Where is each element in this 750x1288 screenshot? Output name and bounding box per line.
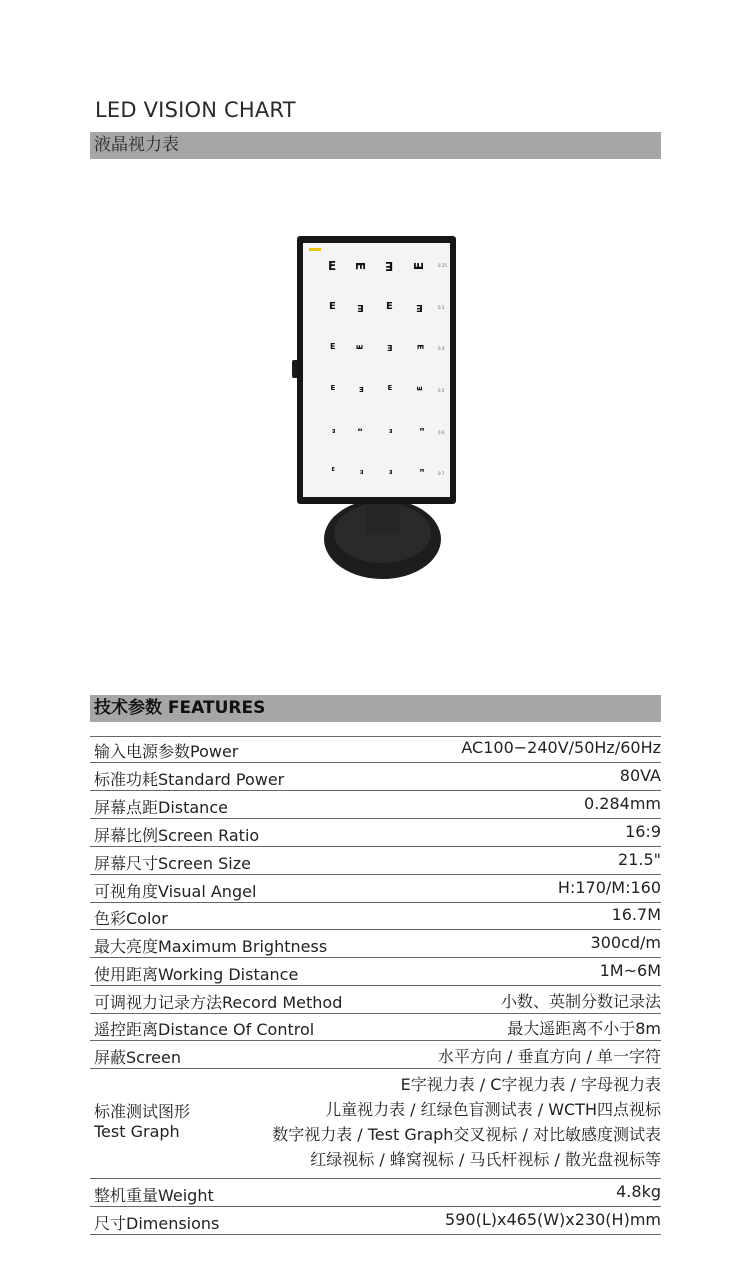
test-graph-line: 数字视力表 / Test Graph交叉视标 / 对比敏感度测试表 bbox=[272, 1125, 661, 1144]
spec-label: 尺寸Dimensions bbox=[94, 1214, 220, 1233]
optotype-e-right: E bbox=[330, 342, 336, 351]
optotype-e-down: E bbox=[415, 344, 425, 350]
spec-value: 1M~6M bbox=[599, 961, 661, 980]
page-title: LED VISION CHART bbox=[95, 98, 296, 122]
spec-value: AC100−240V/50Hz/60Hz bbox=[461, 738, 661, 757]
spec-label: 遥控距离Distance Of Control bbox=[94, 1020, 315, 1039]
spec-value: 300cd/m bbox=[590, 933, 661, 952]
spec-row-dimensions bbox=[90, 1207, 661, 1235]
stand-neck bbox=[366, 500, 400, 534]
optotype-e-right: E bbox=[329, 301, 336, 312]
spec-value-list bbox=[272, 1072, 661, 1172]
acuity-label: 0.4 bbox=[438, 346, 445, 351]
optotype-e-left: E bbox=[387, 343, 393, 352]
optotype-e-left: E bbox=[359, 468, 363, 474]
optotype-e-left: E bbox=[385, 259, 394, 273]
spec-row-power bbox=[90, 736, 661, 763]
spec-row-brightness bbox=[90, 930, 661, 958]
optotype-e-right: E bbox=[386, 301, 393, 312]
spec-value: 590(L)x465(W)x230(H)mm bbox=[445, 1210, 661, 1229]
spec-value: 16.7M bbox=[611, 905, 661, 924]
spec-label: 屏蔽Screen bbox=[94, 1048, 182, 1067]
optotype-e-right: E bbox=[331, 467, 335, 473]
optotype-e-up: E bbox=[357, 427, 364, 432]
acuity-label: 0.3 bbox=[438, 305, 445, 310]
optotype-e-left: E bbox=[388, 427, 392, 433]
spec-label-line: 标准测试图形 bbox=[94, 1102, 191, 1121]
spec-value: 80VA bbox=[619, 766, 661, 785]
spec-row-screen-ratio bbox=[90, 819, 661, 847]
spec-label: 输入电源参数Power bbox=[94, 742, 239, 761]
spec-label: 屏幕比例Screen Ratio bbox=[94, 826, 260, 845]
optotype-e-right: E bbox=[328, 259, 337, 273]
spec-value: 小数、英制分数记录法 bbox=[500, 992, 661, 1011]
spec-value: 16:9 bbox=[625, 822, 661, 841]
spec-row-color bbox=[90, 903, 661, 930]
optotype-e-down: E bbox=[417, 427, 424, 432]
spec-label-line: Test Graph bbox=[94, 1122, 180, 1141]
screen-accent-mark bbox=[309, 248, 321, 251]
optotype-e-right: E bbox=[387, 384, 393, 392]
spec-label: 使用距离Working Distance bbox=[94, 965, 299, 984]
spec-label: 屏幕点距Distance bbox=[94, 798, 228, 817]
spec-label bbox=[94, 1102, 190, 1142]
spec-value: 最大遥距离不小于8m bbox=[507, 1019, 661, 1038]
spec-row-weight bbox=[90, 1179, 661, 1207]
spec-value: 21.5" bbox=[618, 850, 661, 869]
spec-value: H:170/M:160 bbox=[557, 878, 661, 897]
optotype-e-right: E bbox=[330, 384, 336, 392]
spec-label: 可视角度Visual Angel bbox=[94, 882, 257, 901]
test-graph-line: 儿童视力表 / 红绿色盲测试表 / WCTH四点视标 bbox=[325, 1100, 661, 1119]
optotype-e-left: E bbox=[358, 385, 364, 393]
optotype-e-up: E bbox=[355, 344, 365, 350]
spec-value: 水平方向 / 垂直方向 / 单一字符 bbox=[437, 1047, 661, 1066]
spec-label: 整机重量Weight bbox=[94, 1186, 214, 1205]
spec-label: 屏幕尺寸Screen Size bbox=[94, 854, 251, 873]
acuity-label: 0.7 bbox=[438, 471, 445, 476]
optotype-e-up: E bbox=[415, 386, 424, 391]
optotype-e-down: E bbox=[353, 261, 368, 271]
optotype-e-left: E bbox=[388, 468, 392, 474]
optotype-e-left: E bbox=[331, 427, 335, 433]
spec-row-working-distance bbox=[90, 958, 661, 986]
acuity-label: 0.6 bbox=[438, 430, 445, 435]
spec-value: 4.8kg bbox=[616, 1182, 661, 1201]
spec-row-standard-power bbox=[90, 763, 661, 791]
spec-row-test-graph bbox=[90, 1069, 661, 1179]
spec-row-visual-angle bbox=[90, 875, 661, 903]
spec-row-distance bbox=[90, 791, 661, 819]
optotype-e-left: E bbox=[357, 302, 364, 313]
monitor-screen bbox=[303, 243, 450, 497]
spec-value: 0.284mm bbox=[584, 794, 661, 813]
optotype-e-down: E bbox=[417, 468, 424, 473]
spec-row-screen-size bbox=[90, 847, 661, 875]
acuity-label: 0.25 bbox=[438, 263, 447, 268]
acuity-label: 0.5 bbox=[438, 388, 445, 393]
spec-label: 色彩Color bbox=[94, 909, 168, 928]
optotype-e-up: E bbox=[412, 261, 427, 271]
subtitle-bar: 液晶视力表 bbox=[90, 132, 661, 159]
spec-label: 标准功耗Standard Power bbox=[94, 770, 285, 789]
spec-row-control-distance bbox=[90, 1014, 661, 1041]
features-heading: 技术参数 FEATURES bbox=[90, 695, 661, 722]
spec-label: 可调视力记录方法Record Method bbox=[94, 993, 343, 1012]
test-graph-line: 红绿视标 / 蜂窝视标 / 马氏杆视标 / 散光盘视标等 bbox=[310, 1150, 661, 1169]
spec-row-screen bbox=[90, 1041, 661, 1069]
spec-label: 最大亮度Maximum Brightness bbox=[94, 937, 328, 956]
spec-row-record-method bbox=[90, 986, 661, 1014]
optotype-e-left: E bbox=[416, 302, 423, 313]
test-graph-line: E字视力表 / C字视力表 / 字母视力表 bbox=[400, 1075, 661, 1094]
